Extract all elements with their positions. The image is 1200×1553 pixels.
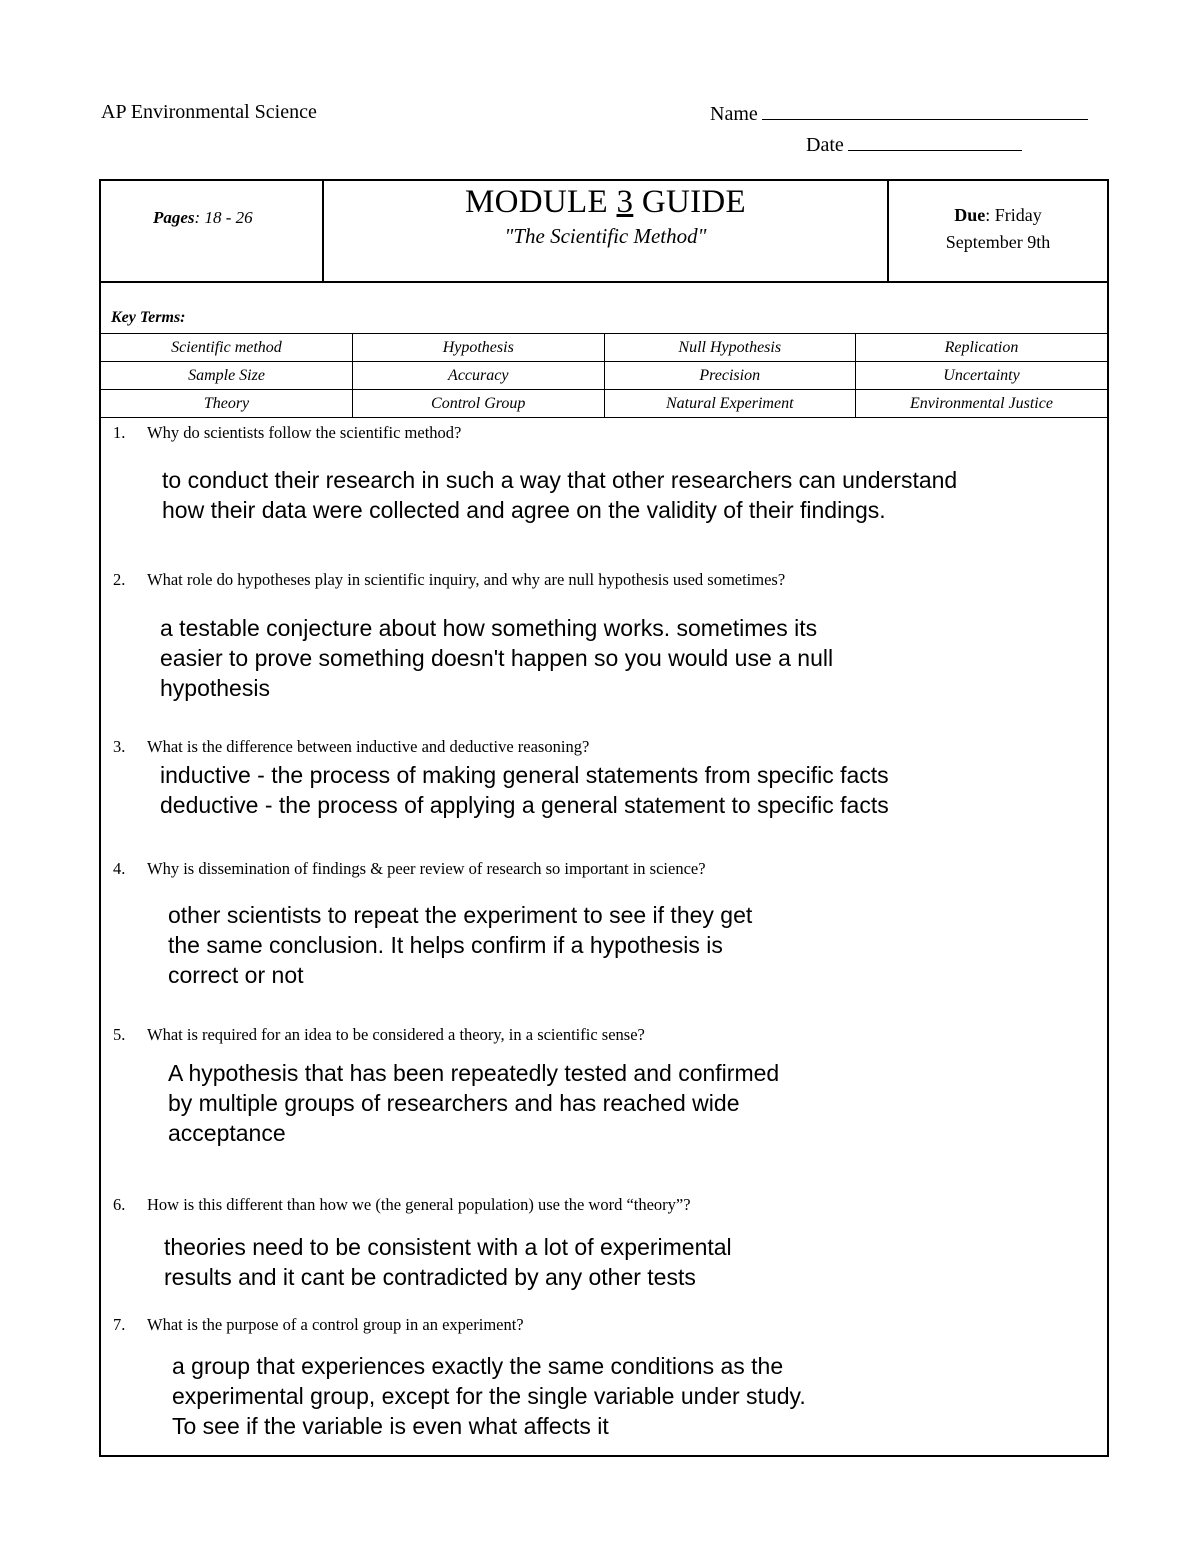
key-terms-row (101, 334, 1107, 362)
question-1 (113, 423, 461, 443)
due-date: September 9th (945, 232, 1051, 252)
question-text: What is the purpose of a control group in an experiment? (147, 1315, 524, 1334)
question-6 (113, 1195, 691, 1215)
key-term: Null Hypothesis (604, 334, 856, 362)
answer-5[interactable]: A hypothesis that has been repeatedly tested and confirmed by multiple groups of researchers and has reached wide acceptance (168, 1060, 780, 1146)
question-4 (113, 859, 706, 879)
course-title: AP Environmental Science (101, 101, 317, 123)
pages-text (153, 208, 253, 228)
question-7 (113, 1315, 524, 1335)
module-header-table (101, 181, 1107, 283)
question-text: What is the difference between inductive and deductive reasoning? (147, 737, 590, 756)
question-5 (113, 1025, 645, 1045)
key-term: Natural Experiment (604, 390, 856, 418)
key-terms-row (101, 390, 1107, 418)
key-term: Accuracy (353, 362, 605, 390)
question-number: 3. (113, 737, 126, 756)
due-day: : Friday (985, 205, 1042, 225)
answer-1[interactable]: to conduct their research in such a way that other researchers can understand how their data were collected and agree on the validity of their findings. (162, 467, 958, 523)
key-term: Precision (604, 362, 856, 390)
question-number: 7. (113, 1315, 126, 1334)
date-label: Date (806, 134, 844, 156)
key-term: Replication (856, 334, 1108, 362)
question-text: Why do scientists follow the scientific method? (147, 423, 462, 442)
question-text: How is this different than how we (the general population) use the word “theory”? (147, 1195, 691, 1214)
question-text: Why is dissemination of findings & peer review of research so important in science? (147, 859, 706, 878)
key-term: Uncertainty (856, 362, 1108, 390)
question-number: 2. (113, 570, 126, 589)
question-number: 6. (113, 1195, 126, 1214)
key-term: Hypothesis (353, 334, 605, 362)
module-title (324, 184, 887, 221)
key-term: Theory (101, 390, 353, 418)
date-blank-line[interactable] (848, 132, 1022, 151)
guide-frame (99, 179, 1109, 1457)
question-number: 4. (113, 859, 126, 878)
module-title-post: GUIDE (633, 184, 747, 220)
date-field (806, 132, 1022, 157)
module-number: 3 (616, 184, 634, 220)
due-cell (889, 181, 1107, 281)
key-terms-table (101, 333, 1107, 418)
question-number: 1. (113, 423, 126, 442)
question-number: 5. (113, 1025, 126, 1044)
pages-cell (101, 181, 324, 281)
answer-3[interactable]: inductive - the process of making general statements from specific facts deductive - the process of applying a general statement to specific facts (160, 762, 889, 818)
key-terms-label: Key Terms: (111, 309, 186, 326)
pages-label: Pages (153, 208, 195, 227)
title-cell (324, 181, 889, 281)
question-2 (113, 570, 785, 590)
answer-7[interactable]: a group that experiences exactly the same conditions as the experimental group, except for the single variable under study. To see if the variable is even what affects it (172, 1353, 806, 1439)
answer-6[interactable]: theories need to be consistent with a lot of experimental results and it cant be contradicted by any other tests (164, 1234, 732, 1290)
due-line (889, 205, 1107, 226)
name-blank-line[interactable] (762, 101, 1088, 120)
key-term: Control Group (353, 390, 605, 418)
key-term: Environmental Justice (856, 390, 1108, 418)
answer-2[interactable]: a testable conjecture about how something works. sometimes its easier to prove something doesn't happen so you would use a null hypothesis (160, 615, 834, 701)
name-field (710, 101, 1088, 126)
key-term: Sample Size (101, 362, 353, 390)
question-text: What is required for an idea to be considered a theory, in a scientific sense? (147, 1025, 645, 1044)
module-subtitle: "The Scientific Method" (504, 224, 707, 248)
key-term: Scientific method (101, 334, 353, 362)
key-terms-row (101, 362, 1107, 390)
name-label: Name (710, 103, 758, 125)
pages-value: : 18 - 26 (194, 208, 253, 227)
question-text: What role do hypotheses play in scientific inquiry, and why are null hypothesis used sometimes? (147, 570, 786, 589)
question-3 (113, 737, 589, 757)
due-label: Due (954, 205, 986, 225)
module-title-pre: MODULE (464, 184, 617, 220)
answer-4[interactable]: other scientists to repeat the experiment to see if they get the same conclusion. It helps confirm if a hypothesis is correct or not (168, 902, 753, 988)
